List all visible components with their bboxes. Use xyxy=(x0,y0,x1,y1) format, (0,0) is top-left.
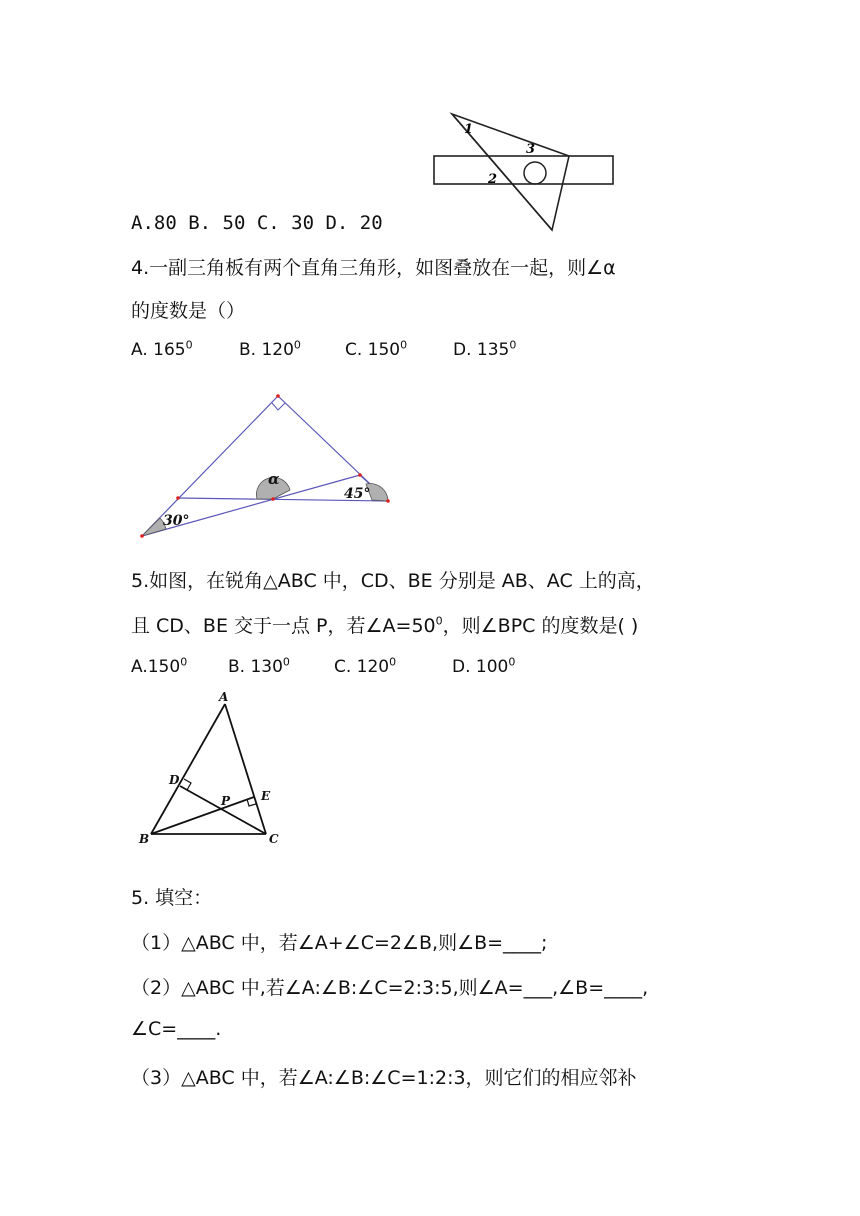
q3-options: A.80 B. 50 C. 30 D. 20 xyxy=(131,212,383,234)
fill-item-1: （1）△ABC 中，若∠A+∠C=2∠B,则∠B=____; xyxy=(131,932,548,954)
q5-label-P: P xyxy=(221,794,231,808)
q4-option-a: A. $165^0$ xyxy=(131,338,193,360)
q5-question-line2: 且 CD、BE 交于一点 P，若$\angle A=50^0$，则∠BPC 的度数是( ) xyxy=(131,614,639,637)
q5-label-A: A xyxy=(219,690,229,704)
q5-option-c: C. $120^0$ xyxy=(334,655,397,677)
q4-option-d: D. $135^0$ xyxy=(453,338,517,360)
q4-label-30: 30° xyxy=(163,513,190,529)
q4-label-alpha: α xyxy=(268,470,280,488)
q3-label-1: 1 xyxy=(464,122,474,137)
q4-label-45: 45° xyxy=(344,486,371,502)
fill-item-2b: ∠C=____. xyxy=(131,1018,222,1040)
q5-label-E: E xyxy=(261,789,271,803)
q3-label-2: 2 xyxy=(488,172,498,187)
q4-question-line2: 的度数是（） xyxy=(131,300,246,322)
q5-option-d: D. $100^0$ xyxy=(452,655,516,677)
q5-label-C: C xyxy=(269,832,279,846)
q4-option-c: C. $150^0$ xyxy=(345,338,408,360)
fill-title: 5. 填空： xyxy=(131,887,213,909)
q4-question-line1: 4.一副三角板有两个直角三角形，如图叠放在一起，则∠α xyxy=(131,257,616,279)
q5-option-b: B. $130^0$ xyxy=(228,655,290,677)
fill-item-2a: （2）△ABC 中,若∠A:∠B:∠C=2:3:5,则∠A=___,∠B=____, xyxy=(131,977,649,999)
q5-label-D: D xyxy=(169,773,180,787)
q3-label-3: 3 xyxy=(526,142,536,157)
q5-label-B: B xyxy=(139,832,150,846)
q4-option-b: B. $120^0$ xyxy=(239,338,301,360)
fill-item-3: （3）△ABC 中，若∠A:∠B:∠C=1:2:3，则它们的相应邻补 xyxy=(131,1067,637,1089)
q5-question-line1: 5.如图，在锐角△ABC 中，CD、BE 分别是 AB、AC 上的高， xyxy=(131,570,655,592)
q5-option-a: A.150$^0$ xyxy=(131,655,188,677)
